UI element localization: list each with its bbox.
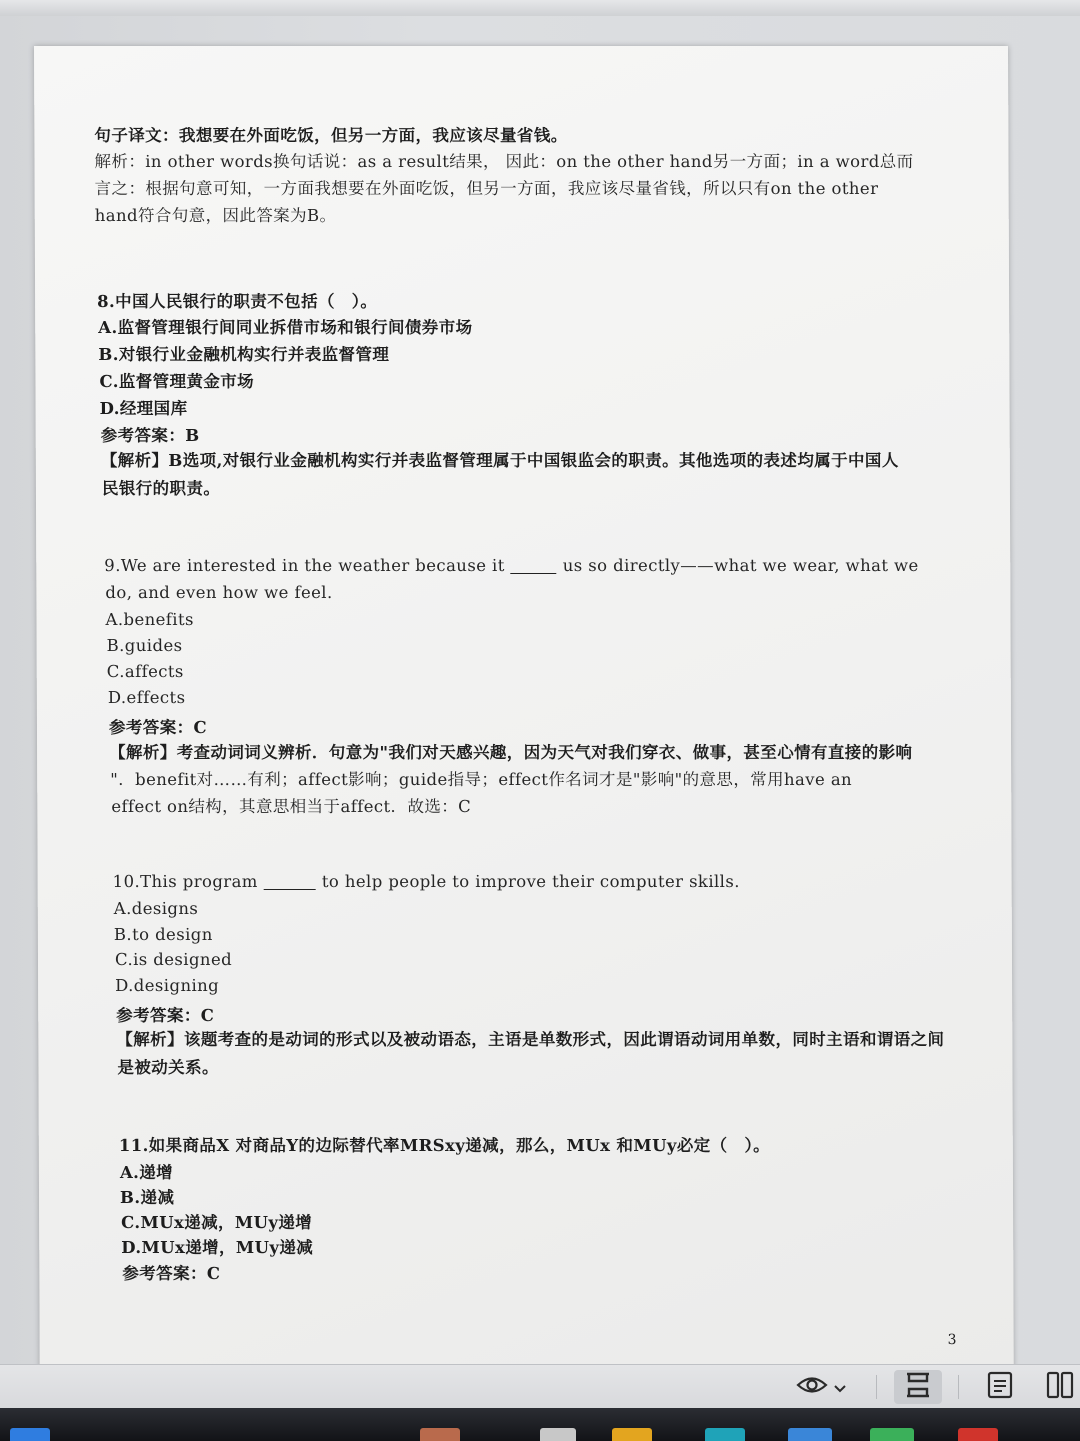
taskbar-app-icon[interactable]	[420, 1428, 460, 1441]
q8-stem: 8.中国人民银行的职责不包括（ ）。	[97, 292, 378, 311]
os-taskbar	[0, 1408, 1080, 1441]
viewer-toolbar	[0, 1364, 1080, 1409]
q10-stem	[113, 872, 740, 891]
q9-blank	[511, 573, 557, 574]
q10-option-b: B.to design	[113, 925, 213, 944]
q11-option-a: A.递增	[119, 1163, 174, 1182]
q9-stem-line2: do, and even how we feel.	[105, 583, 333, 602]
view-mode-button[interactable]	[790, 1370, 852, 1404]
q8-option-b: B.对银行业金融机构实行并表监督管理	[98, 345, 390, 364]
taskbar-app-icon[interactable]	[788, 1428, 832, 1441]
q10-stem-part2: to help people to improve their computer skills.	[321, 872, 740, 891]
q9-stem-part1: 9.We are interested in the weather because it	[104, 556, 505, 575]
q7-analysis-line2: 言之：根据句意可知，一方面我想要在外面吃饭，但另一方面，我应该尽量省钱，所以只有on the other	[94, 179, 879, 198]
q8-option-c: C.监督管理黄金市场	[99, 372, 255, 391]
single-page-button[interactable]	[976, 1370, 1024, 1404]
taskbar-app-icon[interactable]	[870, 1428, 914, 1441]
q9-analysis-line1: 【解析】考查动词词义辨析．句意为"我们对天感兴趣，因为天气对我们穿衣、做事，甚至心情有直接的影响	[109, 743, 913, 762]
q11-answer: 参考答案：C	[122, 1264, 221, 1283]
fit-page-button[interactable]	[894, 1370, 942, 1404]
q9-option-a: A.benefits	[105, 610, 194, 629]
q10-analysis-line2: 是被动关系。	[117, 1058, 219, 1077]
q9-option-d: D.effects	[107, 688, 186, 707]
fit-page-icon	[904, 1371, 932, 1403]
q10-option-c: C.is designed	[114, 950, 233, 969]
q9-answer: 参考答案：C	[108, 718, 208, 737]
q10-answer: 参考答案：C	[116, 1006, 215, 1025]
q7-analysis-line1: 解析：in other words换句话说：as a result结果， 因此：on the other hand另一方面；in a word总而	[94, 152, 914, 171]
q9-analysis-line3: effect on结构，其意思相当于affect．故选：C	[111, 797, 472, 816]
q8-option-a: A.监督管理银行间同业拆借市场和银行间债券市场	[98, 318, 473, 337]
q11-stem: 11.如果商品X 对商品Y的边际替代率MRSxy递减，那么，MUx 和MUy必定（ ）。	[118, 1136, 771, 1155]
folder-icon[interactable]	[612, 1428, 652, 1441]
document-page	[34, 46, 1014, 1376]
page-number: 3	[947, 1332, 957, 1348]
q10-option-d: D.designing	[115, 976, 220, 995]
q8-analysis-line1: 【解析】B选项,对银行业金融机构实行并表监督管理属于中国银监会的职责。其他选项的表述均属于中国人	[100, 451, 899, 470]
q11-option-d: D.MUx递增，MUy递减	[121, 1238, 314, 1257]
toolbar-divider	[876, 1375, 877, 1399]
two-page-button[interactable]	[1040, 1370, 1080, 1404]
q8-analysis-line2: 民银行的职责。	[101, 479, 221, 498]
q9-stem-line1	[104, 556, 919, 575]
single-page-icon	[987, 1371, 1013, 1403]
q7-analysis-line3: hand符合句意，因此答案为B。	[94, 206, 337, 225]
start-menu-icon[interactable]	[10, 1428, 50, 1441]
taskbar-app-icon[interactable]	[540, 1428, 576, 1441]
q9-analysis-line2: "．benefit对……有利；affect影响；guide指导；effect作名词才是"影响"的意思，常用have an	[110, 770, 853, 789]
taskbar-app-icon[interactable]	[958, 1428, 998, 1441]
toolbar-divider	[958, 1375, 959, 1399]
q8-option-d: D.经理国库	[99, 399, 188, 418]
q11-option-c: C.MUx递减，MUy递增	[121, 1213, 313, 1232]
q10-stem-part1: 10.This program	[112, 872, 258, 891]
window-top-edge	[0, 0, 1080, 17]
q8-answer: 参考答案：B	[100, 426, 200, 445]
chevron-down-icon	[834, 1378, 846, 1397]
browser-icon[interactable]	[705, 1428, 745, 1441]
two-page-icon	[1046, 1371, 1074, 1403]
document-viewer[interactable]	[0, 16, 1080, 1364]
eye-icon	[796, 1374, 828, 1400]
q9-stem-part2: us so directly——what we wear, what we	[562, 556, 919, 575]
q9-option-b: B.guides	[106, 636, 183, 655]
q11-option-b: B.递减	[119, 1188, 175, 1207]
q10-blank	[264, 889, 316, 890]
q10-analysis-line1: 【解析】该题考查的是动词的形式以及被动语态，主语是单数形式，因此谓语动词用单数，同时主语和谓语之间	[116, 1030, 945, 1049]
q10-option-a: A.designs	[113, 899, 199, 918]
q7-translation: 句子译文：我想要在外面吃饭，但另一方面，我应该尽量省钱。	[94, 126, 568, 145]
q9-option-c: C.affects	[106, 662, 184, 681]
